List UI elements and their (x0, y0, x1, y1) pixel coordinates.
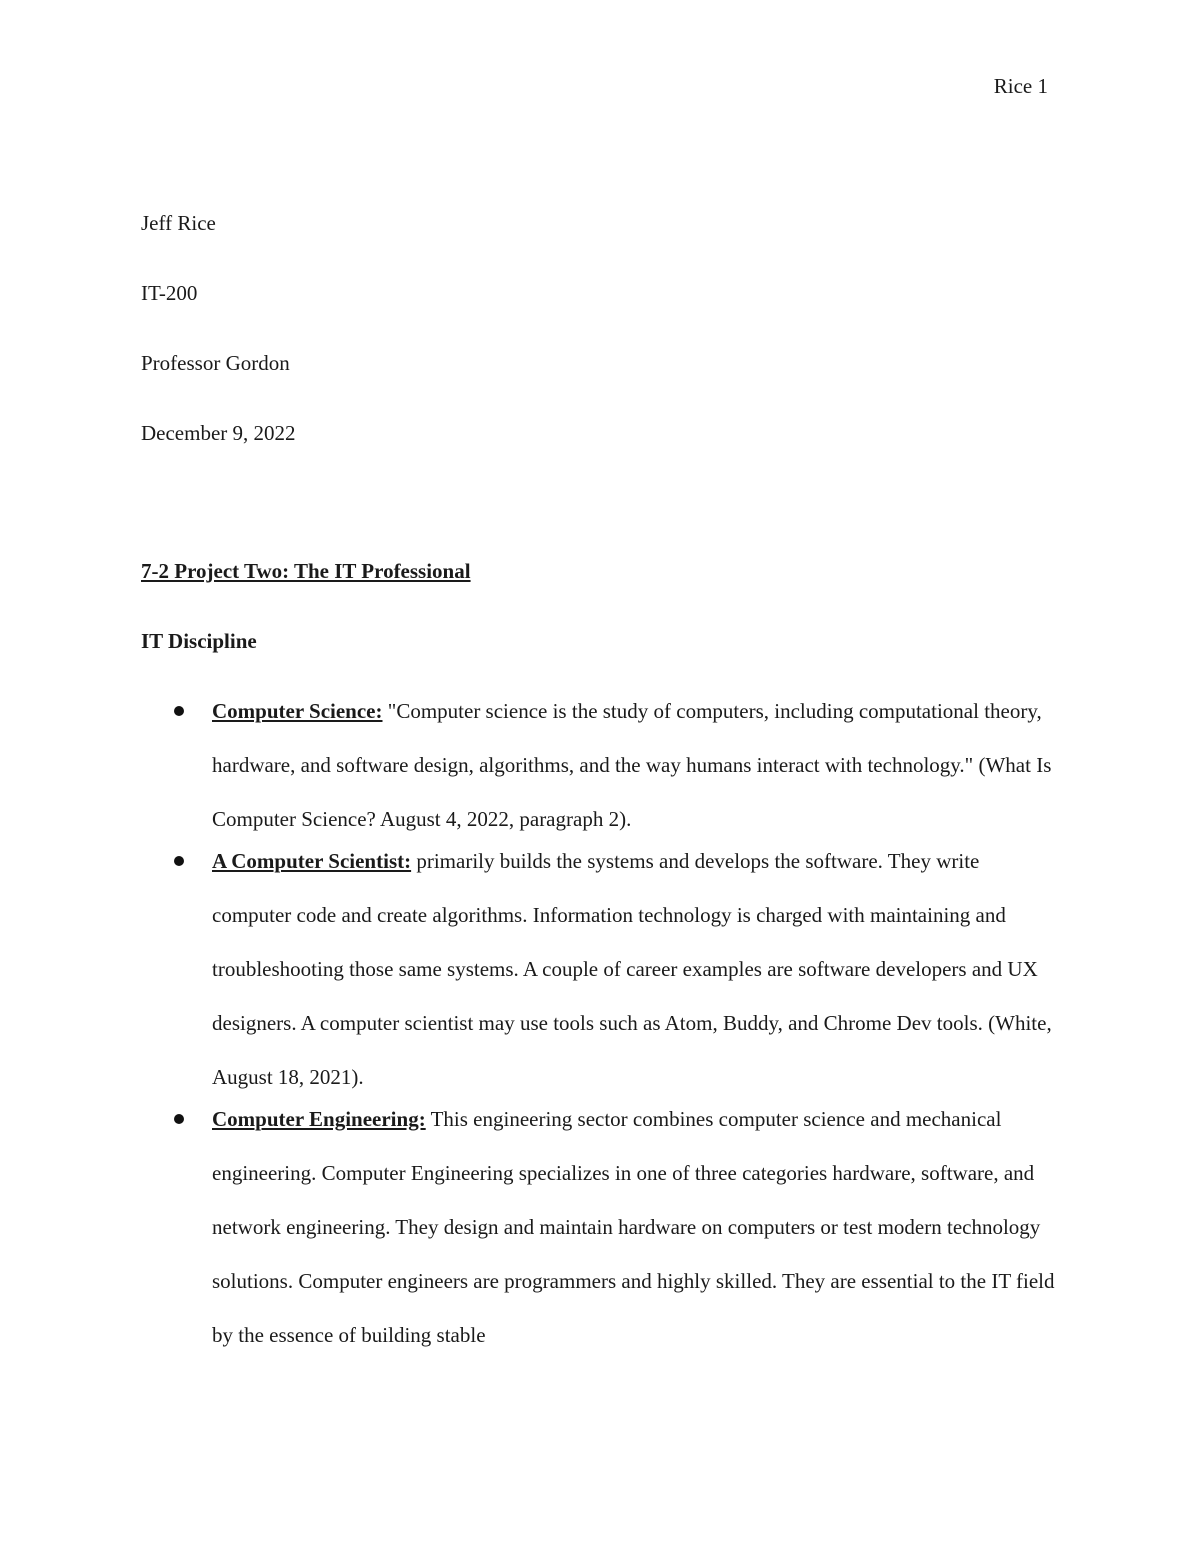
bullet-list (141, 697, 1061, 1363)
list-item-term: Computer Science: (212, 699, 383, 723)
bullet-icon (174, 856, 184, 866)
professor-name: Professor Gordon (141, 351, 290, 375)
list-item-term: A Computer Scientist: (212, 848, 412, 873)
list-item (141, 834, 1061, 1105)
document-date: December 9, 2022 (141, 421, 296, 445)
list-item (141, 684, 1061, 847)
bullet-icon (174, 1114, 184, 1124)
list-item-text: This engineering sector combines computer science and mechanical engineering. Computer Engineering specializes in one of three categories hardware, software, and network engineering. They design and maintain hardware on computers or test modern technology solutions. Computer engineers are programmers and highly skilled. They are essential to the IT field by the essence of building stable (212, 1106, 1055, 1348)
page-header: Rice 1 (993, 74, 1048, 98)
bullet-icon (174, 706, 184, 716)
section-heading: IT Discipline (141, 629, 257, 653)
author-name: Jeff Rice (141, 211, 216, 235)
list-item-text: "Computer science is the study of computers, including computational theory, hardware, and software design, algorithms, and the way humans interact with technology." (What Is Computer Science? August 4, 2022, paragraph 2). (212, 699, 1052, 832)
list-item-term: Computer Engineering: (212, 1106, 426, 1131)
mla-heading (141, 209, 1061, 489)
course-name: IT-200 (141, 281, 198, 305)
list-item-text: primarily builds the systems and develops the software. They write computer code and create algorithms. Information technology is charged with maintaining and troubleshooting those same systems. A couple of career examples are software developers and UX designers. A computer scientist may use tools such as Atom, Buddy, and Chrome Dev tools. (White, August 18, 2021). (212, 848, 1052, 1090)
document-title: 7-2 Project Two: The IT Professional (141, 559, 471, 583)
list-item (141, 1092, 1061, 1363)
